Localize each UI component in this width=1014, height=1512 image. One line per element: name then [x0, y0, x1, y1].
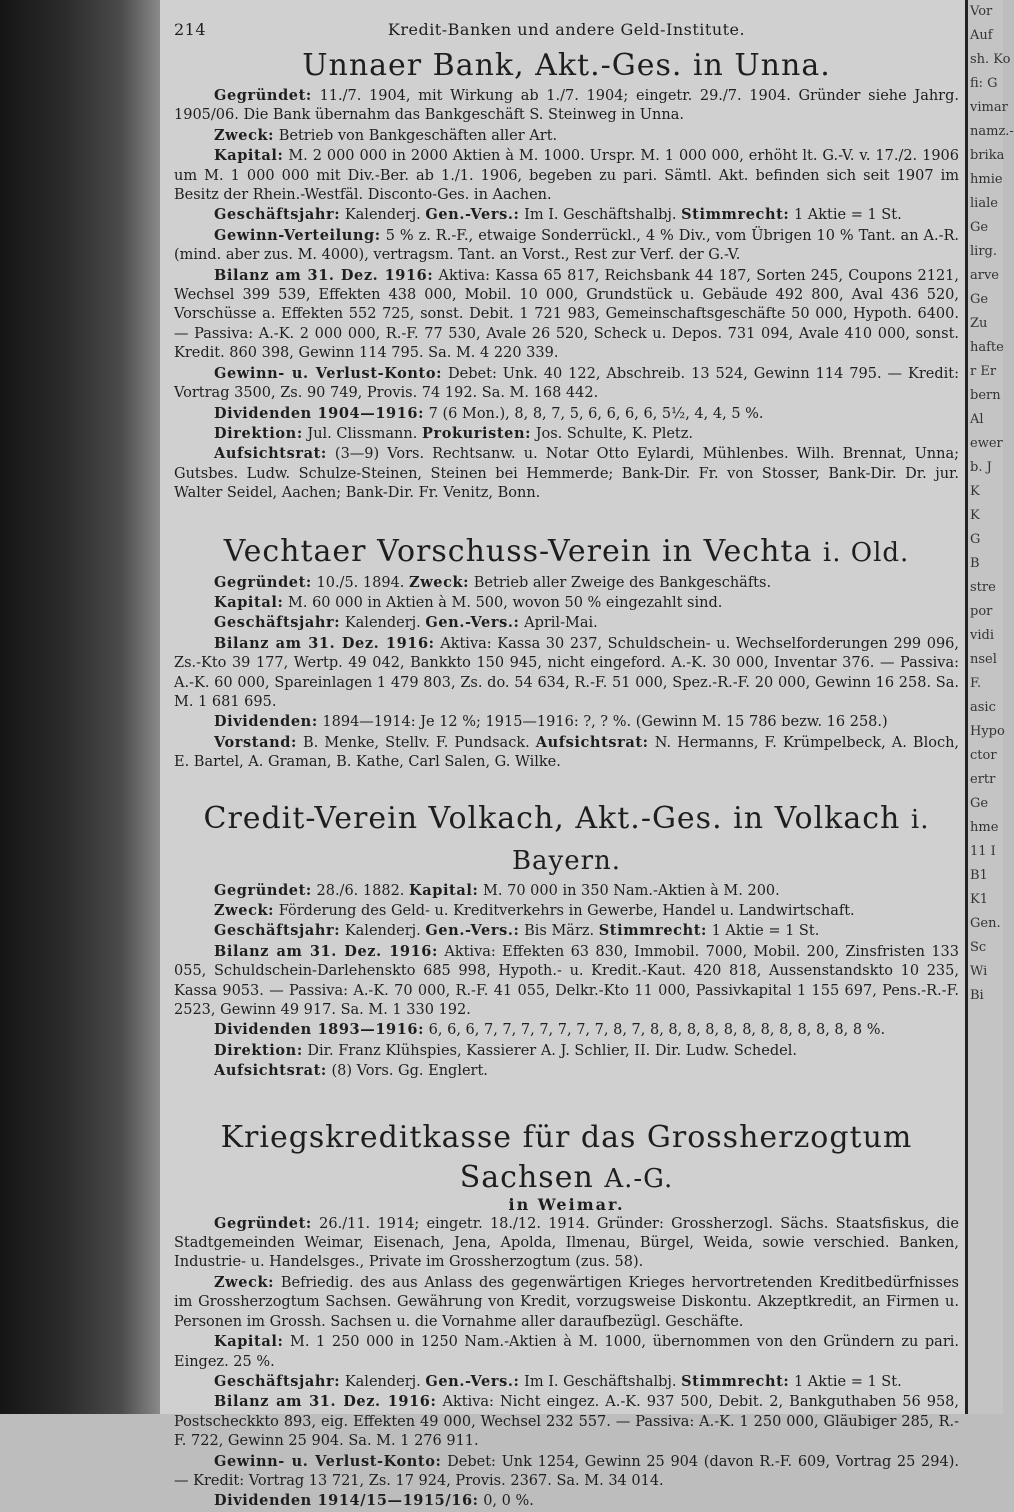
entry-field: Zweck: Betrieb von Bankgeschäften aller Art.	[214, 126, 558, 144]
entry-field: Aufsichtsrat: (8) Vors. Gg. Englert.	[214, 1062, 488, 1080]
entry-field: Dividenden 1893—1916: 6, 6, 6, 7, 7, 7, 7, 7, 7, 7, 8, 7, 8, 8, 8, 8, 8, 8, 8, 8, 8, 8, 8, 8 %.	[214, 1021, 886, 1039]
entry-field: Bilanz am 31. Dez. 1916: Aktiva: Kassa 65 817, Reichsbank 44 187, Sorten 245, Coupons 2121, Wechsel 399 539, Effekten 438 000, Mobil. 10 000, Grundstück u. Gebäude 492 800, Aval 436 520, Vorschüsse a. Effekten 552 725, sonst. Debit. 1 721 983, Gemeinschaftsgeschäfte 50 000, Hypoth. 6400. — Passiva: A.-K. 2 000 000, R.-F. 77 530, Avale 26 520, Scheck u. Depos. 731 094, Avale 410 000, sonst. Kredit. 860 398, Gewinn 114 795. Sa. M. 4 220 339.	[174, 266, 959, 362]
margin-fragment: Vor	[970, 4, 993, 19]
entry-field: Zweck: Befriedig. des aus Anlass des gegenwärtigen Krieges hervortretenden Kreditbedürfnisses im Grossherzogtum Sachsen. Gewährung von Kredit, vorzugsweise Diskontu. Akzeptkredit, an Firmen u. Personen im Grossh. Sachsen u. die Vornahme aller daraufbezügl. Geschäfte.	[174, 1273, 959, 1330]
margin-fragment: Ge	[970, 796, 989, 811]
margin-fragment: stre	[970, 580, 996, 595]
margin-fragment: ctor	[970, 748, 997, 763]
entry-field: Gewinn- u. Verlust-Konto: Debet: Unk 1254, Gewinn 25 904 (davon R.-F. 609, Vortrag 25 294). — Kredit: Vortrag 13 721, Zs. 17 924, Provis. 2367. Sa. M. 34 014.	[174, 1452, 960, 1489]
margin-fragment: K1	[970, 892, 988, 907]
page-content	[174, 20, 959, 1512]
margin-fragment: nsel	[970, 652, 997, 667]
entry-title: Vechtaer Vorschuss-Verein in Vechta i. Old.	[223, 533, 910, 569]
entry-title: Kriegskreditkasse für das Grossherzogtum Sachsen A.-G.	[220, 1119, 913, 1195]
entry-field: Gegründet: 28./6. 1882. Kapital: M. 70 000 in 350 Nam.-Aktien à M. 200.	[214, 881, 780, 899]
margin-fragment: hafte	[970, 340, 1004, 355]
entry-field: Gegründet: 10./5. 1894. Zweck: Betrieb aller Zweige des Bankgeschäfts.	[214, 573, 772, 591]
entry-field: Geschäftsjahr: Kalenderj. Gen.-Vers.: Im I. Geschäftshalbj. Stimmrecht: 1 Aktie = 1 St.	[214, 1372, 902, 1390]
margin-fragment: r Er	[970, 364, 997, 379]
margin-fragment: Auf	[970, 28, 993, 43]
margin-fragment: vidi	[970, 628, 994, 643]
margin-fragment: bern	[970, 388, 1001, 403]
margin-fragment: liale	[970, 196, 998, 211]
entry-field: Direktion: Dir. Franz Klühspies, Kassierer A. J. Schlier, II. Dir. Ludw. Schedel.	[214, 1041, 797, 1059]
entry-subtitle: in Weimar.	[508, 1194, 625, 1214]
adjacent-page-edge	[965, 0, 1014, 1414]
margin-fragment: por	[970, 604, 993, 619]
margin-fragment: Zu	[970, 316, 988, 331]
margin-fragment: Ge	[970, 292, 989, 307]
margin-fragment: b. J	[970, 460, 992, 475]
entry-field: Gegründet: 11./7. 1904, mit Wirkung ab 1./7. 1904; eingetr. 29./7. 1904. Gründer siehe Jahrg. 1905/06. Die Bank übernahm das Bankgeschäft S. Steinweg in Unna.	[174, 87, 959, 124]
entry-field: Kapital: M. 2 000 000 in 2000 Aktien à M. 1000. Urspr. M. 1 000 000, erhöht lt. G.-V. v. 17./2. 1906 um M. 1 000 000 mit Div.-Ber. ab 1./1. 1906, begeben zu pari. Sämtl. Akt. befinden sich seit 1907 im Besitz der Rhein.-Westfäl. Disconto-Ges. in Aachen.	[174, 147, 959, 204]
margin-fragment: namz.-	[970, 124, 1014, 139]
entry-field: Geschäftsjahr: Kalenderj. Gen.-Vers.: Bis März. Stimmrecht: 1 Aktie = 1 St.	[214, 922, 820, 940]
entry-field: Kapital: M. 1 250 000 in 1250 Nam.-Aktien à M. 1000, übernommen von den Gründern zu pari. Eingez. 25 %.	[174, 1333, 959, 1370]
entry-field: Gewinn-Verteilung: 5 % z. R.-F., etwaige Sonderrückl., 4 % Div., vom Übrigen 10 % Tant. an A.-R. (mind. aber zus. M. 4000), vertragsm. Tant. an Vorst., Rest zur Verf. der G.-V.	[174, 226, 959, 264]
entry-field: Geschäftsjahr: Kalenderj. Gen.-Vers.: April-Mai.	[214, 614, 598, 632]
margin-fragment: K	[970, 484, 980, 499]
entry-field: Gegründet: 26./11. 1914; eingetr. 18./12. 1914. Gründer: Grossherzogl. Sächs. Staatsfiskus, die Stadtgemeinden Weimar, Eisenach, Jena, Apolda, Ilmenau, Bürgel, Weida, sowie verschied. Banken, Industrie- u. Handelsges., Private im Grossherzogtum (zus. 58).	[174, 1214, 959, 1271]
entry-credit-verein-volkach	[174, 799, 959, 1082]
margin-fragment: ertr	[970, 772, 996, 787]
book-spine-shadow	[0, 0, 160, 1414]
running-title: Kredit-Banken und andere Geld-Institute.	[387, 20, 746, 39]
margin-fragment: B1	[970, 868, 988, 883]
margin-fragment: Sc	[970, 940, 987, 955]
margin-fragment: lirg.	[970, 244, 997, 259]
margin-fragment: asic	[970, 700, 996, 715]
margin-fragment: Bi	[970, 988, 984, 1003]
entry-field: Dividenden 1914/15—1915/16: 0, 0 %.	[214, 1492, 534, 1510]
entry-field: Zweck: Förderung des Geld- u. Kreditverkehrs in Gewerbe, Handel u. Landwirtschaft.	[214, 902, 855, 919]
margin-fragment: ewer	[970, 436, 1003, 451]
margin-fragment: sh. Ko	[970, 52, 1011, 67]
entry-unnaer-bank	[174, 46, 959, 504]
entry-title: Unnaer Bank, Akt.-Ges. in Unna.	[302, 48, 831, 83]
margin-fragment: Gen.	[970, 916, 1001, 931]
entry-field: Bilanz am 31. Dez. 1916: Aktiva: Nicht eingez. A.-K. 937 500, Debit. 2, Bankguthaben 56 958, Postscheckkto 893, eig. Effekten 49 000, Wechsel 232 557. — Passiva: A.-K. 1 250 000, Gläubiger 285, R.-F. 722, Gewinn 25 904. Sa. M. 1 276 911.	[174, 1393, 960, 1450]
entry-field: Gewinn- u. Verlust-Konto: Debet: Unk. 40 122, Abschreib. 13 524, Gewinn 114 795. — Kredit: Vortrag 3500, Zs. 90 749, Provis. 74 192. Sa. M. 168 442.	[174, 364, 960, 402]
page-number: 214	[174, 20, 207, 39]
margin-fragment: K	[970, 508, 980, 523]
entry-field: Kapital: M. 60 000 in Aktien à M. 500, wovon 50 % eingezahlt sind.	[214, 593, 723, 611]
margin-fragment: Al	[970, 412, 984, 427]
margin-fragment: hme	[970, 820, 999, 835]
entry-vechtaer-vorschuss-verein	[174, 532, 959, 773]
margin-fragment: 11 I	[970, 844, 996, 859]
margin-fragment: brika	[970, 148, 1005, 163]
entry-field: Vorstand: B. Menke, Stellv. F. Pundsack. Aufsichtsrat: N. Hermanns, F. Krümpelbeck, A. Bloch, E. Bartel, A. Graman, B. Kathe, Carl Salen, G. Wilke.	[174, 733, 960, 771]
margin-fragment: Ge	[970, 220, 989, 235]
margin-fragment: hmie	[970, 172, 1003, 187]
margin-fragment: F.	[970, 676, 982, 691]
margin-fragment: B	[970, 556, 980, 571]
entry-field: Bilanz am 31. Dez. 1916: Aktiva: Kassa 30 237, Schuldschein- u. Wechselforderungen 299 096, Zs.-Kto 39 177, Wertp. 49 042, Bankkto 150 945, nicht eingeford. A.-K. 30 000, Inventar 376. — Passiva: A.-K. 60 000, Spareinlagen 1 479 803, Zs. do. 54 634, R.-F. 51 000, Spez.-R.-F. 20 000, Gewinn 16 258. Sa. M. 1 681 695.	[174, 634, 959, 710]
margin-fragment: arve	[970, 268, 1000, 283]
entry-field: Bilanz am 31. Dez. 1916: Aktiva: Effekten 63 830, Immobil. 7000, Mobil. 200, Zinsfristen 133 055, Schuldschein-Darlehenskto 685 998, Hypoth.- u. Kredit.-Kaut. 420 818, Aussenstandskto 10 235, Kassa 9053. — Passiva: A.-K. 70 000, R.-F. 41 055, Delkr.-Kto 11 000, Passivkapital 1 155 697, Pens.-R.-F. 2523, Gewinn 49 917. Sa. M. 1 330 192.	[174, 942, 960, 1019]
book-page	[160, 0, 965, 1510]
margin-fragment: Wi	[970, 964, 988, 979]
entry-field: Dividenden: 1894—1914: Je 12 %; 1915—1916: ?, ? %. (Gewinn M. 15 786 bezw. 16 258.)	[214, 713, 888, 731]
entry-title: Credit-Verein Volkach, Akt.-Ges. in Volkach i. Bayern.	[203, 800, 930, 876]
entry-field: Aufsichtsrat: (3—9) Vors. Rechtsanw. u. Notar Otto Eylardi, Mühlenbes. Wilh. Brennat, Unna; Gutsbes. Ludw. Schulze-Steinen, Steinen bei Hemmerde; Bank-Dir. Fr. von Stosser, Bank-Dir. Dr. jur. Walter Seidel, Aachen; Bank-Dir. Fr. Venitz, Bonn.	[174, 445, 960, 502]
margin-fragment: G	[970, 532, 981, 547]
margin-fragment: Hypo	[970, 724, 1005, 739]
entry-field: Dividenden 1904—1916: 7 (6 Mon.), 8, 8, 7, 5, 6, 6, 6, 6, 5½, 4, 4, 5 %.	[214, 404, 764, 422]
margin-fragment: fi: G	[970, 76, 998, 91]
entry-field: Direktion: Jul. Clissmann. Prokuristen: Jos. Schulte, K. Pletz.	[214, 424, 694, 442]
running-header	[174, 20, 959, 46]
margin-fragment: vimar	[970, 100, 1008, 115]
entry-kriegskreditkasse	[174, 1118, 959, 1512]
entry-field: Geschäftsjahr: Kalenderj. Gen.-Vers.: Im I. Geschäftshalbj. Stimmrecht: 1 Aktie = 1 St.	[214, 206, 902, 224]
